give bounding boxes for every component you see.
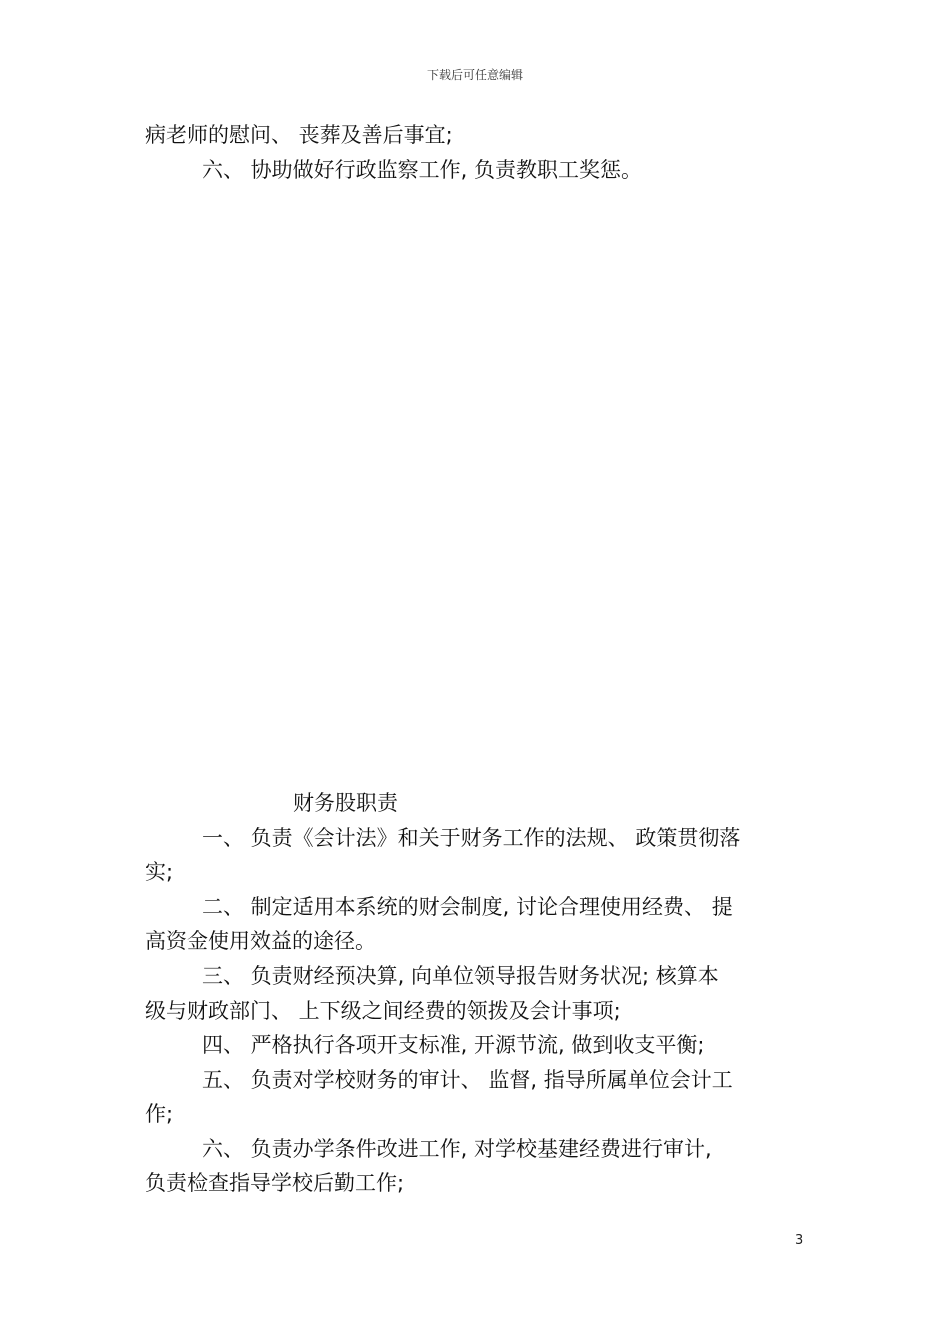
text-line: 负责检查指导学校后勤工作;: [145, 1171, 405, 1195]
text-line: 病老师的慰问、 丧葬及善后事宜;: [145, 123, 453, 147]
page-number: 3: [795, 1233, 804, 1248]
text-line: 作;: [145, 1102, 174, 1126]
text-line: 四、 严格执行各项开支标准, 开源节流, 做到收支平衡;: [202, 1033, 705, 1057]
text-line: 级与财政部门、 上下级之间经费的领拨及会计事项;: [145, 999, 621, 1023]
text-line: 高资金使用效益的途径。: [145, 929, 376, 953]
text-line: 五、 负责对学校财务的审计、 监督, 指导所属单位会计工: [202, 1068, 733, 1092]
text-line: 六、 负责办学条件改进工作, 对学校基建经费进行审计,: [202, 1137, 712, 1161]
section-title: 财务股职责: [293, 791, 398, 815]
text-line: 二、 制定适用本系统的财会制度, 讨论合理使用经费、 提: [202, 895, 733, 919]
text-line: 一、 负责《会计法》和关于财务工作的法规、 政策贯彻落: [202, 826, 741, 850]
text-line: 三、 负责财经预决算, 向单位领导报告财务状况; 核算本: [202, 964, 719, 988]
text-line: 实;: [145, 860, 174, 884]
text-line: 六、 协助做好行政监察工作, 负责教职工奖惩。: [202, 158, 643, 182]
header-note: 下载后可任意编辑: [426, 68, 523, 82]
